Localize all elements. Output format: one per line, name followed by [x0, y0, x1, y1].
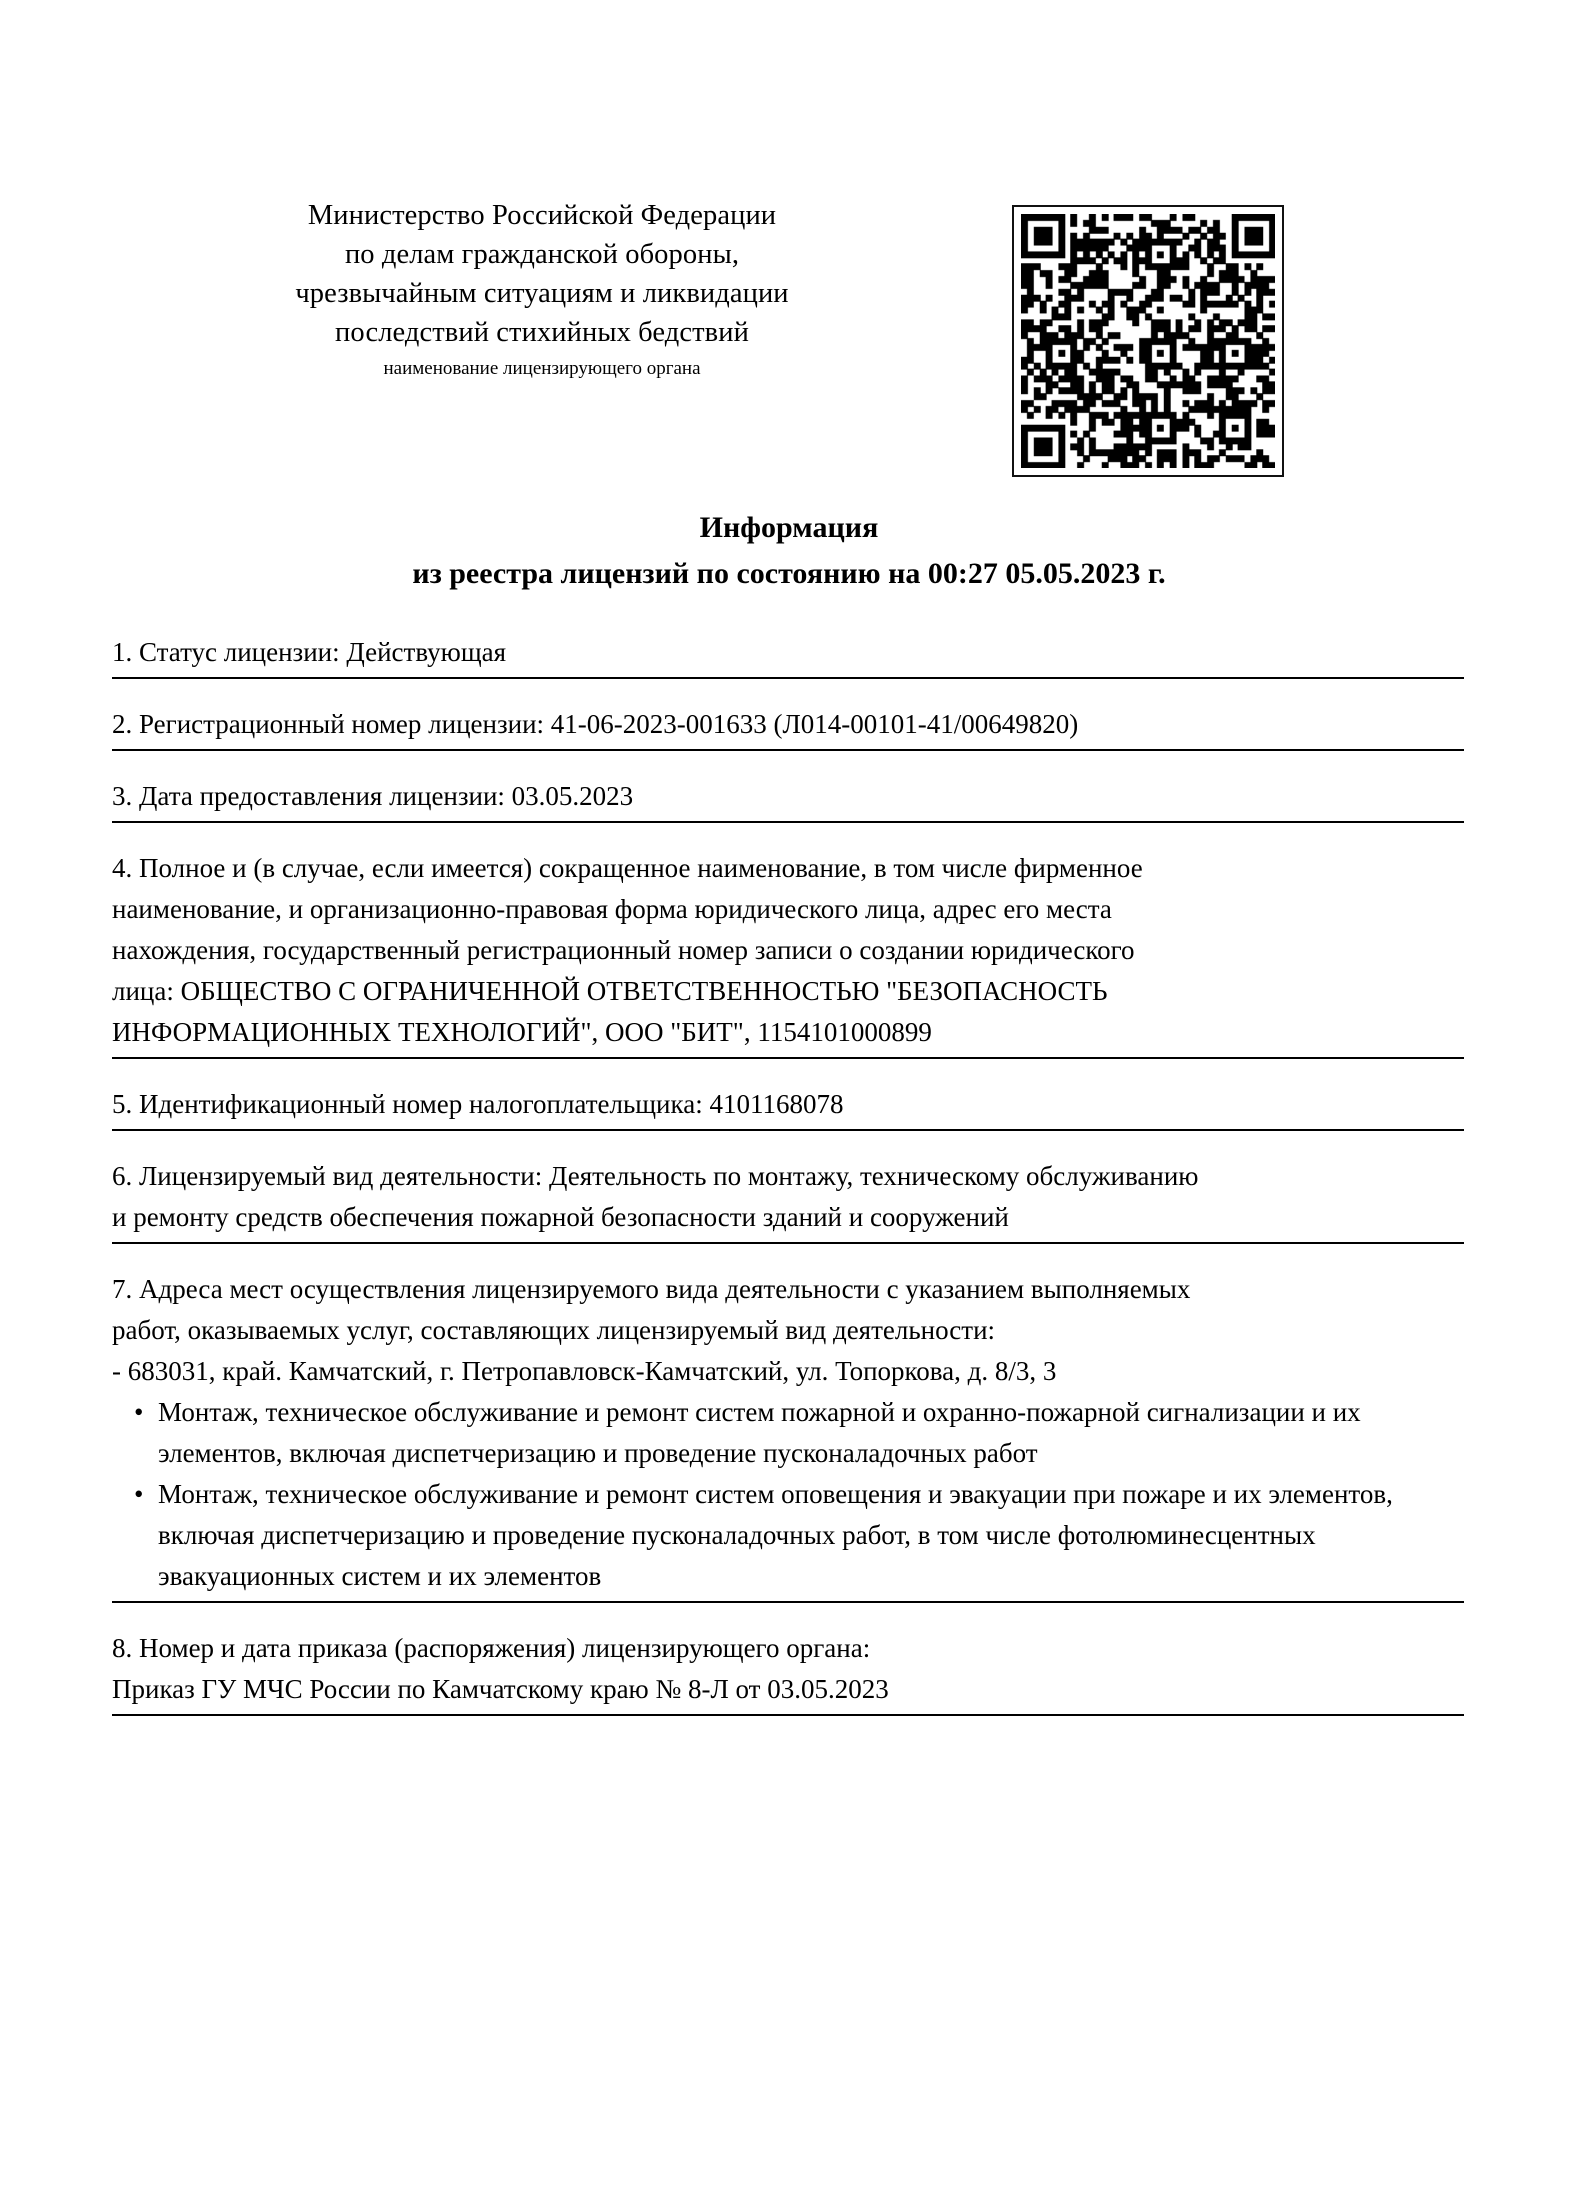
registry-item-line: 6. Лицензируемый вид деятельности: Деятельность по монтажу, техническому обслуживанию	[112, 1161, 1199, 1191]
registry-item-body	[112, 776, 1464, 823]
works-list-item	[112, 1392, 1464, 1474]
registry-item-taxpayer-number	[112, 1084, 1464, 1131]
registry-item-status	[112, 632, 1464, 679]
registry-item-body	[112, 704, 1464, 751]
authority-line-2: по делам гражданской обороны,	[344, 239, 740, 270]
registry-item-body	[112, 1269, 1464, 1603]
registry-item-line: наименование, и организационно-правовая форма юридического лица, адрес его места	[112, 894, 1112, 924]
registry-item-line: 3. Дата предоставления лицензии: 03.05.2023	[112, 781, 634, 811]
registry-item-body	[112, 1156, 1464, 1244]
qr-code-image	[1021, 214, 1275, 468]
registry-item-line: Приказ ГУ МЧС России по Камчатскому краю № 8-Л от 03.05.2023	[112, 1674, 889, 1704]
authority-line-1: Министерство Российской Федерации	[307, 200, 777, 231]
works-list-item-text: Монтаж, техническое обслуживание и ремонт систем пожарной и охранно-пожарной сигнализации и их элементов, включая диспетчеризацию и проведение пусконаладочных работ	[158, 1397, 1361, 1468]
bullet-icon: •	[134, 1397, 144, 1427]
bullet-icon: •	[134, 1479, 144, 1509]
registry-item-line: 8. Номер и дата приказа (распоряжения) лицензирующего органа:	[112, 1633, 871, 1663]
registry-item-registration-number	[112, 704, 1464, 751]
works-list-item-text: Монтаж, техническое обслуживание и ремонт систем оповещения и эвакуации при пожаре и их элементов, включая диспетчеризацию и проведение пусконаладочных работ, в том числе фотолюминесцентных эвакуационных систем и их элементов	[158, 1479, 1393, 1591]
registry-item-body	[112, 848, 1464, 1059]
registry-item-line: 4. Полное и (в случае, если имеется) сокращенное наименование, в том числе фирменное	[112, 853, 1143, 883]
registry-item-addresses	[112, 1269, 1464, 1603]
works-list	[112, 1392, 1464, 1597]
authority-line-4: последствий стихийных бедствий	[335, 317, 749, 348]
registry-item-line: лица: ОБЩЕСТВО С ОГРАНИЧЕННОЙ ОТВЕТСТВЕННОСТЬЮ "БЕЗОПАСНОСТЬ	[112, 976, 1108, 1006]
registry-item-line: работ, оказываемых услуг, составляющих лицензируемый вид деятельности:	[112, 1315, 996, 1345]
authority-caption: наименование лицензирующего органа	[383, 358, 701, 379]
registry-item-grant-date	[112, 776, 1464, 823]
page-title	[0, 505, 1578, 597]
registry-item-licensed-activity	[112, 1156, 1464, 1244]
registry-item-legal-entity	[112, 848, 1464, 1059]
registry-item-line: ИНФОРМАЦИОННЫХ ТЕХНОЛОГИЙ", ООО "БИТ", 1154101000899	[112, 1017, 932, 1047]
registry-item-line: 5. Идентификационный номер налогоплательщика: 4101168078	[112, 1089, 844, 1119]
registry-item-line: - 683031, край. Камчатский, г. Петропавловск-Камчатский, ул. Топоркова, д. 8/3, 3	[112, 1356, 1057, 1386]
registry-item-order-number-date	[112, 1628, 1464, 1716]
registry-item-line: 7. Адреса мест осуществления лицензируемого вида деятельности с указанием выполняемых	[112, 1274, 1191, 1304]
registry-item-line: 1. Статус лицензии: Действующая	[112, 637, 507, 667]
registry-item-line: и ремонту средств обеспечения пожарной безопасности зданий и сооружений	[112, 1202, 1009, 1232]
qr-code	[1012, 205, 1284, 477]
registry-item-body	[112, 1628, 1464, 1716]
page-title-line-1: Информация	[699, 511, 879, 544]
licensing-authority-header	[112, 196, 972, 384]
registry-items	[112, 632, 1464, 1741]
registry-item-line: 2. Регистрационный номер лицензии: 41-06-2023-001633 (Л014-00101-41/00649820)	[112, 709, 1079, 739]
works-list-item	[112, 1474, 1464, 1597]
registry-item-body	[112, 1084, 1464, 1131]
page-title-line-2: из реестра лицензий по состоянию на 00:27 05.05.2023 г.	[412, 557, 1166, 590]
registry-item-line: нахождения, государственный регистрационный номер записи о создании юридического	[112, 935, 1135, 965]
registry-item-body	[112, 632, 1464, 679]
authority-line-3: чрезвычайным ситуациям и ликвидации	[295, 278, 789, 309]
